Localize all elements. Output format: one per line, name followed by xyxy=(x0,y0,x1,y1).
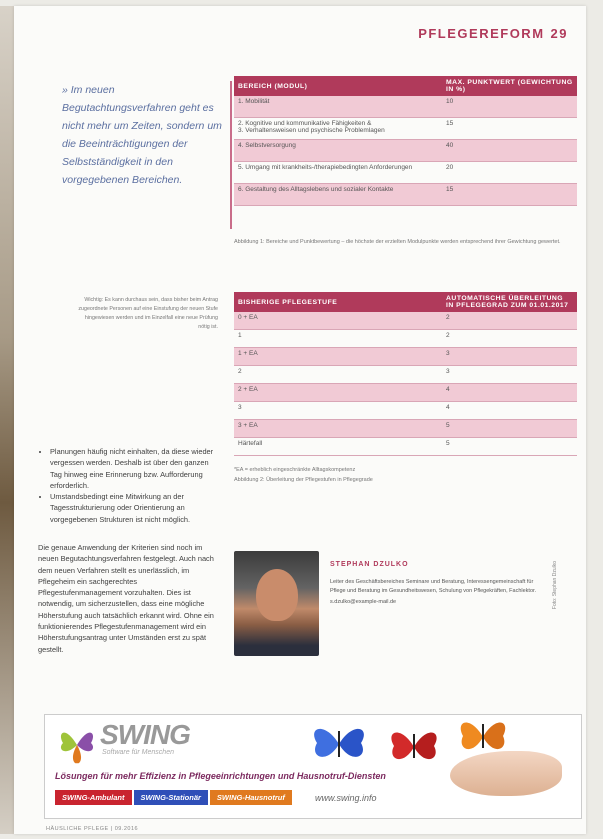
body-paragraph-text: Die genaue Anwendung der Kriterien sind noch im neuen Begutachtungsverfahren festgelegt. Auch nach dem neuen Verfahren stellt es unerlässlich, im Pflegeheim ein sachgerechtes Pflegestufenmanagement vorzuhalten. Dies ist notwendig, um sicherzustellen, dass eine mögliche Höherstufung auch tatsächlich erkannt wird. Ohne ein funktionierendes Pflegestufenmanagement wird ein Höherstufungsantrag unter Umständen erst zu spät gestellt. xyxy=(38,543,214,654)
page-edge-strip xyxy=(0,6,14,834)
table-row xyxy=(234,118,577,140)
body-paragraph xyxy=(38,542,220,655)
table-row xyxy=(234,330,577,348)
transition-table xyxy=(234,292,577,456)
table2-cell-old: 3 + EA xyxy=(234,420,442,438)
table-row xyxy=(234,438,577,456)
table2-header-new: AUTOMATISCHE ÜBERLEITUNG IN PFLEGEGRAD ZUM 01.01.2017 xyxy=(442,292,577,312)
list-item: • Umstandsbedingt eine Mitwirkung an der Tagesstrukturierung oder Orientierung an vorgegebenen Strukturen ist nicht möglich. xyxy=(50,491,218,525)
author-photo xyxy=(234,551,319,656)
table-row xyxy=(234,402,577,420)
body-list xyxy=(38,446,218,525)
table-row xyxy=(234,384,577,402)
table2-header-old: BISHERIGE PFLEGESTUFE xyxy=(234,292,442,312)
table-row xyxy=(234,420,577,438)
pull-quote xyxy=(62,81,232,229)
table1-cell-value: 15 xyxy=(442,118,577,140)
section-header xyxy=(418,26,568,41)
table2-cell-old: 0 + EA xyxy=(234,312,442,330)
table2-cell-old: 3 xyxy=(234,402,442,420)
table-row xyxy=(234,162,577,184)
table-row xyxy=(234,96,577,118)
table1-header-points: MAX. PUNKTWERT (GEWICHTUNG IN %) xyxy=(442,76,577,96)
ad-tabs xyxy=(55,790,292,805)
table2-caption: Abbildung 2: Überleitung der Pflegestufen in Pflegegrade xyxy=(234,477,373,483)
ad-tab-stationaer[interactable]: SWING-Stationär xyxy=(134,790,208,805)
page xyxy=(14,6,586,834)
sidenote: Wichtig: Es kann durchaus sein, dass bisher beim Antrag zugeordnete Personen auf eine Einstufung der neuen Stufe hingewiesen werden und im Einzelfall eine neue Prüfung nötig ist. xyxy=(78,297,218,330)
page-footer: HÄUSLICHE PFLEGE | 09.2016 xyxy=(46,826,139,832)
table1-header-area: BEREICH (MODUL) xyxy=(234,76,442,96)
section-title: PFLEGEREFORM xyxy=(418,26,545,41)
table2-cell-new: 4 xyxy=(442,402,577,420)
author-name: STEPHAN DZULKO xyxy=(330,561,409,568)
table2-cell-new: 3 xyxy=(442,348,577,366)
table2-cell-old: 1 xyxy=(234,330,442,348)
table1-cell-area: 6. Gestaltung des Alltagslebens und sozialer Kontakte xyxy=(234,184,442,206)
red-butterfly-icon xyxy=(385,725,443,769)
list-item: • Planungen häufig nicht einhalten, da diese wieder vergessen werden. Deshalb ist über den ganzen Tag hinweg eine Erinnerung bzw. Aufforderung erforderlich. xyxy=(50,446,218,491)
table2-cell-old: 2 + EA xyxy=(234,384,442,402)
table2-caption-footnote: *EA = erheblich eingeschränkte Alltagskompetenz xyxy=(234,467,356,473)
pull-quote-text: » Im neuen Begutachtungsverfahren geht es nicht mehr um Zeiten, sondern um die Beeinträchtigungen der Selbstständigkeit in den vorgegebenen Bereichen. xyxy=(62,84,222,186)
ad-brand: SWING xyxy=(100,719,190,750)
ad-tab-ambulant[interactable]: SWING-Ambulant xyxy=(55,790,132,805)
ad-tagline: Software für Menschen xyxy=(102,749,174,756)
table1-caption: Abbildung 1: Bereiche und Punktbewertung – die höchste der erzielten Modulpunkte werden entsprechend ihrer Gewichtung gewertet. xyxy=(234,239,561,245)
swing-logo-icon xyxy=(55,723,99,767)
page-number: 29 xyxy=(550,26,568,41)
modules-table xyxy=(234,76,577,206)
table2-cell-new: 2 xyxy=(442,312,577,330)
table1-cell-value: 10 xyxy=(442,96,577,118)
table2-cell-old: Härtefall xyxy=(234,438,442,456)
table2-cell-new: 2 xyxy=(442,330,577,348)
table2-cell-new: 5 xyxy=(442,420,577,438)
author-box xyxy=(234,546,569,656)
table-row xyxy=(234,348,577,366)
table-row xyxy=(234,184,577,206)
blue-butterfly-icon xyxy=(307,721,371,767)
table-row xyxy=(234,366,577,384)
author-bio-block xyxy=(330,578,545,609)
table2-cell-new: 4 xyxy=(442,384,577,402)
ad-headline: Lösungen für mehr Effizienz in Pflegeeinrichtungen und Hausnotruf-Diensten xyxy=(55,771,386,781)
ad-tab-hausnotruf[interactable]: SWING-Hausnotruf xyxy=(210,790,292,805)
table1-cell-value: 20 xyxy=(442,162,577,184)
table1-cell-value: 15 xyxy=(442,184,577,206)
swing-advertisement[interactable] xyxy=(44,714,582,819)
table1-cell-value: 40 xyxy=(442,140,577,162)
table1-cell-area: 4. Selbstversorgung xyxy=(234,140,442,162)
table1-cell-area: 1. Mobilität xyxy=(234,96,442,118)
table2-cell-old: 2 xyxy=(234,366,442,384)
ad-url-link[interactable]: www.swing.info xyxy=(315,793,377,803)
author-face xyxy=(256,569,298,621)
photo-credit: Foto: Stephan Dzulko xyxy=(552,561,558,610)
author-email: s.dzulko@example-mail.de xyxy=(330,599,397,605)
hand-image xyxy=(450,751,562,796)
table1-cell-area: 2. Kognitive und kommunikative Fähigkeiten & 3. Verhaltensweisen und psychische Problemlagen xyxy=(234,118,442,140)
table2-cell-new: 5 xyxy=(442,438,577,456)
table2-cell-old: 1 + EA xyxy=(234,348,442,366)
table-row xyxy=(234,312,577,330)
table1-cell-area: 5. Umgang mit krankheits-/therapiebedingten Anforderungen xyxy=(234,162,442,184)
table2-cell-new: 3 xyxy=(442,366,577,384)
table-row xyxy=(234,140,577,162)
author-bio: Leiter des Geschäftsbereiches Seminare und Beratung, Interessengemeinschaft für Pflege und Beratung im Gesundheitswesen, Schulung von Pflegekräften, Fachlektor. xyxy=(330,579,537,594)
